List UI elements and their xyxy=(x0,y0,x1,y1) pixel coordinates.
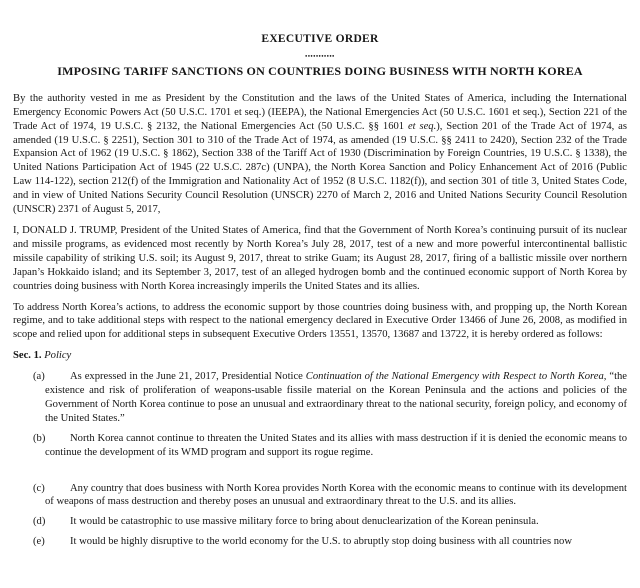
policy-item-e xyxy=(13,535,627,549)
item-a-notice-title: Continuation of the National Emergency with Respect to North Korea, xyxy=(305,371,607,383)
document-subtitle: IMPOSING TARIFF SANCTIONS ON COUNTRIES DOING BUSINESS WITH NORTH KOREA xyxy=(57,63,583,78)
section-1-label: Sec. 1. xyxy=(13,350,42,362)
item-a-lead: As expressed in the June 21, 2017, Presidential Notice xyxy=(70,371,306,383)
section-1-heading xyxy=(13,349,627,363)
item-b-label: (b) xyxy=(33,432,46,444)
policy-item-b xyxy=(13,432,627,460)
item-d-text: It would be catastrophic to use massive military force to bring about denuclearization of the Korean peninsula. xyxy=(70,516,539,528)
policy-item-c xyxy=(13,482,627,510)
paragraph-finding: I, DONALD J. TRUMP, President of the United States of America, find that the Government of North Korea’s continuing pursuit of its nuclear and missile programs, as evidenced most recently by North Korea’s July 28, 2017, test of a new and more powerful intercontinental ballistic missile capability of striking U.S. soil; its August 9, 2017, threat to strike Guam; its August 28, 2017, firing of a ballistic missile over northern Japan’s Hokkaido island; and its September 3, 2017, test of an alleged hydrogen bomb and the continued economic support of North Korea by countries doing business with North Korea increasingly imperils the United States and its allies. xyxy=(13,224,627,292)
authority-text-2: ), Section 201 of the Trade Act of 1974, as amended (19 U.S.C. § 2251), Section 301 to 310 of the Trade Act of 1974, as amended (19 U.S.C. §§ 2411 to 2420), Section 232 of the Trade Expansion Act of 1962 (19 U.S.C. § 1862), Section 338 of the Tariff Act of 1930 (Discrimination by Foreign Countries, 19 U.S.C. § 1338), the United Nations Participation Act of 1945 (22 U.S.C. 287c) (UNPA), the North Korea Sanction and Policy Enhancement Act of 2016 (Public Law 114-122), section 212(f) of the Immigration and Nationality Act of 1952 (8 U.S.C. 1182(f)), and section 301 of title 3, United States Code, and in view of United Nations Security Council Resolution (UNSCR) 2270 of March 2, 2016 and United Nations Security Council Resolution (UNSCR) 2371 of August 5, 2017, xyxy=(13,120,627,216)
document-title: EXECUTIVE ORDER xyxy=(261,33,379,45)
item-e-text: It would be highly disruptive to the world economy for the U.S. to abruptly stop doing business with all countries now xyxy=(70,536,572,548)
paragraph-authority xyxy=(13,92,627,217)
dotted-divider: ••••••••••• xyxy=(305,53,335,60)
item-a-label: (a) xyxy=(33,371,45,383)
item-b-text: North Korea cannot continue to threaten the United States and its allies with mass destruction if it is denied the economic means to continue the development of its WMD program and support its rogue regime. xyxy=(45,432,627,458)
policy-item-d xyxy=(13,515,627,529)
item-a-rest: “the existence and risk of proliferation of weapons-usable fissile material on the Korean Peninsula and the actions and policies of the Government of North Korea continue to pose an unusual and extraordinary threat to the national security, foreign policy, and economy of the United States.” xyxy=(45,371,628,424)
item-c-text: Any country that does business with North Korea provides North Korea with the economic means to continue with its development of weapons of mass destruction and thereby poses an unusual and extraordinary threat to the U.S. and its allies. xyxy=(45,482,627,508)
document-header xyxy=(13,33,627,79)
item-d-label: (d) xyxy=(33,516,46,528)
authority-text-1: By the authority vested in me as President by the Constitution and the laws of the United States of America, including the International Emergency Economic Powers Act (50 U.S.C. 1701 et seq.) (IEEPA), the National Emergencies Act (50 U.S.C. 1601 et seq.), Section 221 of the Trade Act of 1974, 19 U.S.C. § 2132, the National Emergencies Act (50 U.S.C. §§ 1601 xyxy=(13,92,627,132)
item-c-label: (c) xyxy=(33,482,45,494)
item-e-label: (e) xyxy=(33,536,45,548)
section-1-title: Policy xyxy=(44,350,72,362)
policy-item-a xyxy=(13,370,627,426)
paragraph-purpose: To address North Korea’s actions, to address the economic support by those countries doing business with, and propping up, the North Korean regime, and to take additional steps with respect to the national emergency declared in Executive Order 13466 of June 26, 2008, as modified in scope and relied upon for additional steps in subsequent Executive Orders 13551, 13570, 13687 and 13722, it is hereby ordered as follows: xyxy=(13,301,627,341)
authority-italic-citation: et seq. xyxy=(407,120,437,132)
